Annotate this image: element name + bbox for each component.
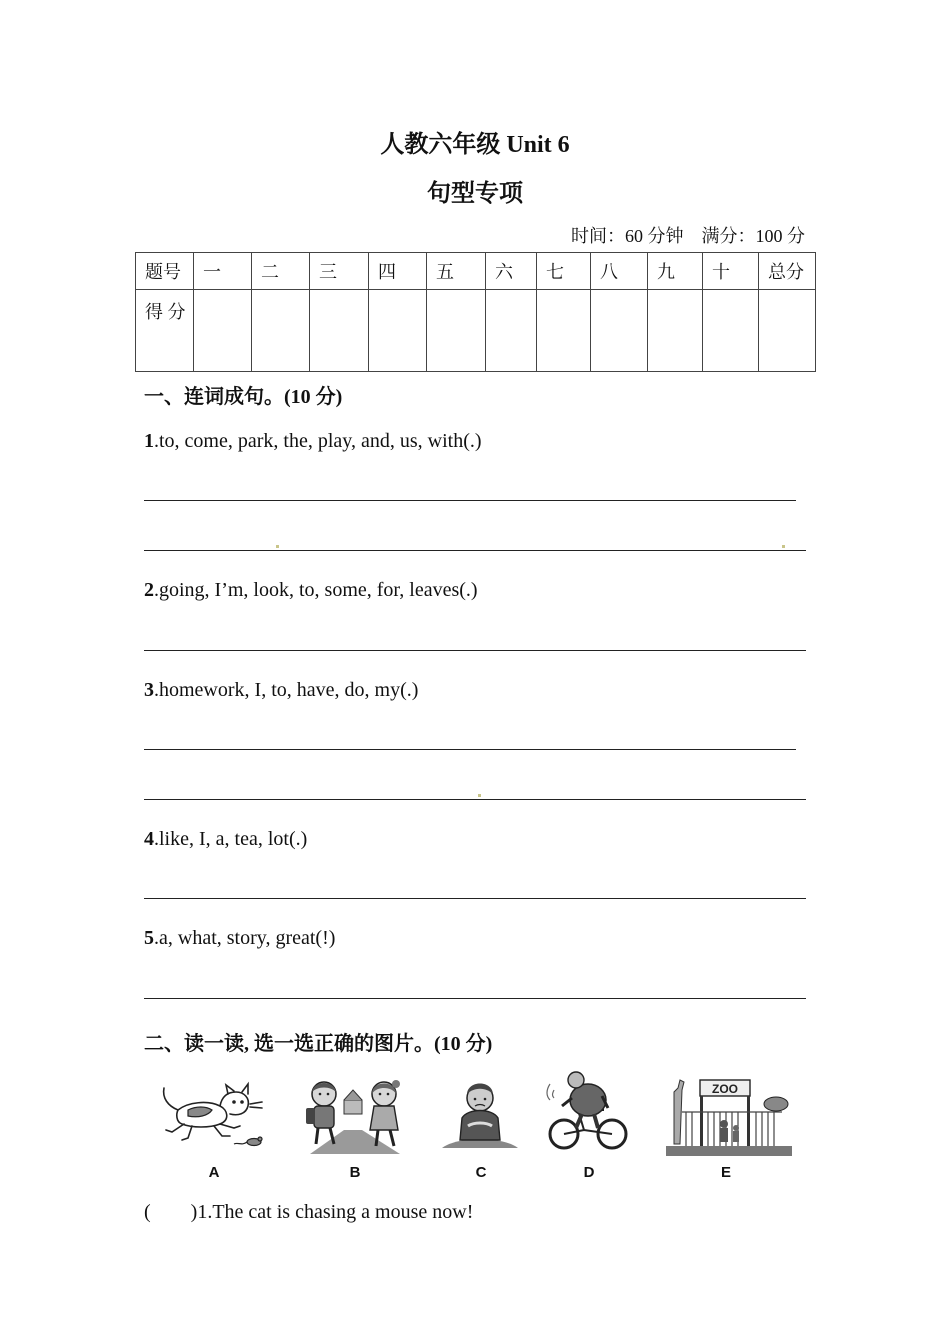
page-title: 人教六年级 Unit 6 xyxy=(380,132,570,158)
table-cell: 十 xyxy=(703,253,759,290)
score-cell[interactable] xyxy=(310,290,369,372)
exam-meta xyxy=(571,222,805,248)
table-cell: 六 xyxy=(486,253,537,290)
picture-label-e: E xyxy=(720,1164,731,1181)
score-table xyxy=(135,252,816,372)
question-text: .like, I, a, tea, lot(.) xyxy=(154,828,308,850)
answer-line[interactable] xyxy=(144,550,806,551)
score-cell[interactable] xyxy=(759,290,816,372)
table-cell: 得 分 xyxy=(136,290,194,372)
score-cell[interactable] xyxy=(252,290,310,372)
answer-sentence: 1.The cat is chasing a mouse now! xyxy=(197,1201,474,1223)
section-2-heading: 二、读一读, 选一选正确的图片。(10 分) xyxy=(144,1033,493,1055)
answer-item-1 xyxy=(144,1201,473,1224)
answer-line[interactable] xyxy=(144,898,806,899)
time-limit: 时间：60 分钟 xyxy=(571,226,684,246)
table-cell: 题号 xyxy=(136,253,194,290)
speck xyxy=(782,545,785,548)
question-2 xyxy=(144,579,478,602)
picture-label-a: A xyxy=(208,1164,220,1181)
table-cell: 三 xyxy=(310,253,369,290)
question-number: 4 xyxy=(144,828,154,850)
question-text: .a, what, story, great(!) xyxy=(154,927,336,949)
table-cell: 九 xyxy=(648,253,703,290)
score-cell[interactable] xyxy=(369,290,427,372)
answer-line[interactable] xyxy=(144,749,796,750)
question-text: .homework, I, to, have, do, my(.) xyxy=(154,679,419,701)
score-table-score-row xyxy=(136,290,816,372)
table-cell: 总分 xyxy=(759,253,816,290)
zoo-icon[interactable] xyxy=(664,1072,794,1158)
speck xyxy=(276,545,279,548)
picture-label-c: C xyxy=(475,1164,487,1181)
score-cell[interactable] xyxy=(427,290,486,372)
picture-label-b: B xyxy=(349,1164,361,1181)
answer-blank[interactable]: ( ) xyxy=(144,1201,198,1223)
full-score: 满分：100 分 xyxy=(701,226,805,246)
score-cell[interactable] xyxy=(194,290,252,372)
table-cell: 七 xyxy=(537,253,591,290)
children-walking-icon[interactable] xyxy=(300,1072,408,1156)
score-cell[interactable] xyxy=(591,290,648,372)
question-3 xyxy=(144,679,418,702)
question-4 xyxy=(144,828,307,851)
table-cell: 八 xyxy=(591,253,648,290)
speck xyxy=(478,794,481,797)
question-text: .to, come, park, the, play, and, us, with(.) xyxy=(154,430,482,452)
question-number: 3 xyxy=(144,679,154,701)
question-number: 5 xyxy=(144,927,154,949)
sad-boy-icon[interactable] xyxy=(438,1078,522,1152)
table-cell: 四 xyxy=(369,253,427,290)
table-cell: 一 xyxy=(194,253,252,290)
question-5 xyxy=(144,927,335,950)
question-1 xyxy=(144,430,482,453)
question-number: 1 xyxy=(144,430,154,452)
score-table-header-row xyxy=(136,253,816,290)
question-number: 2 xyxy=(144,579,154,601)
picture-options xyxy=(150,1070,810,1185)
man-cycling-icon[interactable] xyxy=(546,1070,630,1152)
page-subtitle: 句型专项 xyxy=(427,181,523,207)
table-cell: 二 xyxy=(252,253,310,290)
question-text: .going, I’m, look, to, some, for, leaves(.) xyxy=(154,579,478,601)
table-cell: 五 xyxy=(427,253,486,290)
section-1-heading: 一、连词成句。(10 分) xyxy=(144,386,343,408)
cat-chasing-mouse-icon[interactable] xyxy=(158,1080,270,1150)
answer-line[interactable] xyxy=(144,998,806,999)
answer-line[interactable] xyxy=(144,650,806,651)
score-cell[interactable] xyxy=(703,290,759,372)
score-cell[interactable] xyxy=(648,290,703,372)
answer-line[interactable] xyxy=(144,500,796,501)
zoo-sign-text: ZOO xyxy=(712,1082,738,1096)
score-cell[interactable] xyxy=(486,290,537,372)
score-cell[interactable] xyxy=(537,290,591,372)
picture-label-d: D xyxy=(583,1164,595,1181)
answer-line[interactable] xyxy=(144,799,806,800)
